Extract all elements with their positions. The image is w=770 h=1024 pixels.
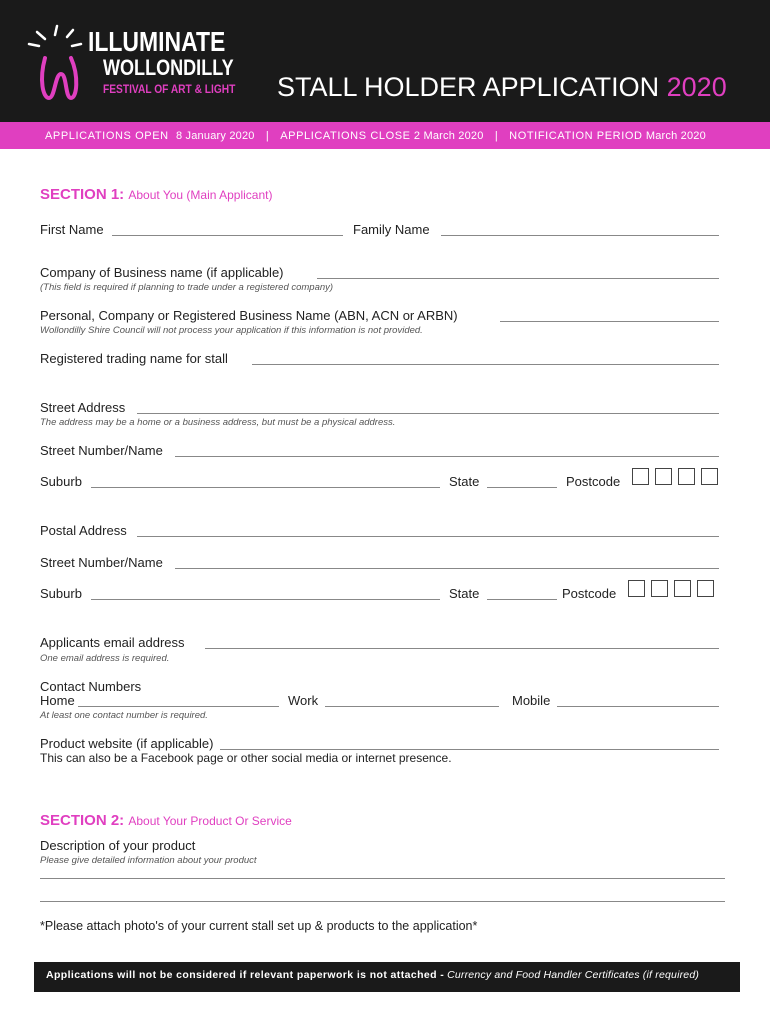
postcode-box-1[interactable] xyxy=(632,468,649,485)
home-label: Home xyxy=(40,693,75,708)
postal-postcode-label: Postcode xyxy=(562,586,617,601)
postal-suburb-field[interactable] xyxy=(91,599,440,600)
description-line-1[interactable] xyxy=(40,878,725,879)
street-address-label: Street Address xyxy=(40,400,126,415)
section-1-heading: SECTION 1: About You (Main Applicant) xyxy=(40,186,273,203)
website-field[interactable] xyxy=(220,749,719,750)
trading-name-field[interactable] xyxy=(252,364,719,365)
dates-line xyxy=(45,130,706,142)
mobile-phone-field[interactable] xyxy=(557,706,719,707)
abn-note: Wollondilly Shire Council will not process your application if this information is not provided. xyxy=(40,325,423,336)
close-label: APPLICATIONS CLOSE xyxy=(280,130,411,142)
suburb-label: Suburb xyxy=(40,474,82,489)
description-line-2[interactable] xyxy=(40,901,725,902)
postal-suburb-label: Suburb xyxy=(40,586,82,601)
company-label: Company of Business name (if applicable) xyxy=(40,265,284,280)
postal-postcode-box-2[interactable] xyxy=(651,580,668,597)
family-name-label: Family Name xyxy=(353,222,430,237)
postal-postcode-box-3[interactable] xyxy=(674,580,691,597)
open-label: APPLICATIONS OPEN xyxy=(45,130,169,142)
street-address-note: The address may be a home or a business address, but must be a physical address. xyxy=(40,417,396,428)
section-2-heading: SECTION 2: About Your Product Or Service xyxy=(40,812,292,829)
notify-value: March 2020 xyxy=(645,130,706,142)
abn-label: Personal, Company or Registered Business Name (ABN, ACN or ARBN) xyxy=(40,308,458,323)
postal-state-label: State xyxy=(449,586,480,601)
close-value: 2 March 2020 xyxy=(413,130,484,142)
postcode-label: Postcode xyxy=(566,474,621,489)
separator-2: | xyxy=(494,130,498,142)
work-phone-field[interactable] xyxy=(325,706,499,707)
postal-state-field[interactable] xyxy=(487,599,557,600)
contact-numbers-label: Contact Numbers xyxy=(40,679,142,694)
email-label: Applicants email address xyxy=(40,635,185,650)
home-phone-field[interactable] xyxy=(78,706,279,707)
mobile-label: Mobile xyxy=(512,693,551,708)
section-1-subheading: About You (Main Applicant) xyxy=(128,188,273,202)
footer-text xyxy=(46,969,699,981)
email-note: One email address is required. xyxy=(40,653,170,664)
trading-name-label: Registered trading name for stall xyxy=(40,351,228,366)
postal-street-number-field[interactable] xyxy=(175,568,719,569)
street-number-field[interactable] xyxy=(175,456,719,457)
suburb-field[interactable] xyxy=(91,487,440,488)
logo-line-2: WOLLONDILLY xyxy=(103,55,234,80)
postal-postcode-box-4[interactable] xyxy=(697,580,714,597)
description-label: Description of your product xyxy=(40,838,196,853)
postal-street-number-label: Street Number/Name xyxy=(40,555,163,570)
postcode-box-4[interactable] xyxy=(701,468,718,485)
notify-label: NOTIFICATION PERIOD xyxy=(509,130,643,142)
page-title: STALL HOLDER APPLICATION 2020 xyxy=(277,72,727,102)
company-field[interactable] xyxy=(317,278,719,279)
attach-photos-note: *Please attach photo's of your current stall set up & products to the application* xyxy=(40,919,478,933)
postcode-box-3[interactable] xyxy=(678,468,695,485)
abn-field[interactable] xyxy=(500,321,719,322)
website-label: Product website (if applicable) xyxy=(40,736,214,751)
company-note: (This field is required if planning to trade under a registered company) xyxy=(40,282,334,293)
street-number-label: Street Number/Name xyxy=(40,443,163,458)
first-name-field[interactable] xyxy=(112,235,343,236)
email-field[interactable] xyxy=(205,648,719,649)
state-field[interactable] xyxy=(487,487,557,488)
logo-line-3: FESTIVAL OF ART & LIGHT xyxy=(103,82,236,96)
postcode-box-2[interactable] xyxy=(655,468,672,485)
footer-italic-text: Currency and Food Handler Certificates (if required) xyxy=(447,969,700,981)
open-value: 8 January 2020 xyxy=(175,130,255,142)
postal-postcode-box-1[interactable] xyxy=(628,580,645,597)
state-label: State xyxy=(449,474,480,489)
lightbulb-logo-icon xyxy=(25,22,87,104)
street-address-field[interactable] xyxy=(137,413,719,414)
postal-address-label: Postal Address xyxy=(40,523,127,538)
logo-line-1: ILLUMINATE xyxy=(88,26,226,57)
first-name-label: First Name xyxy=(40,222,104,237)
website-note: This can also be a Facebook page or other social media or internet presence. xyxy=(40,751,452,765)
separator-1: | xyxy=(265,130,269,142)
footer-bold-text: Applications will not be considered if relevant paperwork is not attached - xyxy=(46,969,445,981)
postal-address-field[interactable] xyxy=(137,536,719,537)
contact-note: At least one contact number is required. xyxy=(40,710,208,721)
work-label: Work xyxy=(288,693,319,708)
description-note: Please give detailed information about your product xyxy=(40,855,257,866)
family-name-field[interactable] xyxy=(441,235,719,236)
section-2-subheading: About Your Product Or Service xyxy=(128,814,292,828)
title-year: 2020 xyxy=(666,72,727,102)
